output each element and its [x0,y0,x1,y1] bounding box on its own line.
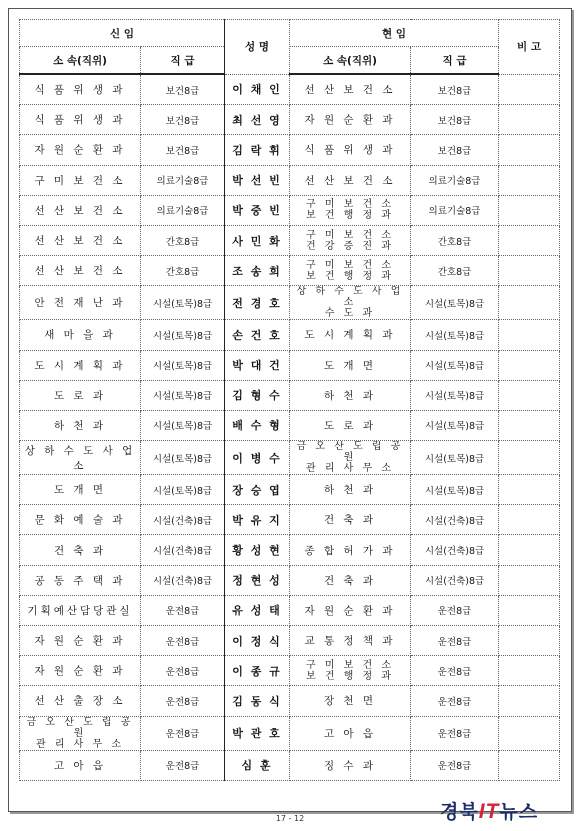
new-grade-cell: 시설(토목)8급 [141,475,225,505]
remarks-cell [499,750,560,780]
cur-dept-cell-line: 보 건 행 정 과 [306,670,395,682]
name-cell: 이 병 수 [225,441,290,475]
new-grade-cell: 시설(토목)8급 [141,320,225,350]
cur-dept-cell-line: 보 건 행 정 과 [306,270,395,282]
table-row [20,535,560,565]
cur-grade-cell: 시설(건축)8급 [411,505,499,535]
name-cell: 박 유 지 [225,505,290,535]
cur-grade-cell: 시설(토목)8급 [411,320,499,350]
header-cur-grade: 직 급 [411,47,499,75]
personnel-table [19,19,560,781]
header-cur-dept: 소 속(직위) [290,47,411,75]
news-logo [440,797,538,824]
remarks-cell [499,256,560,286]
new-dept-cell-line: 도 로 과 [53,389,107,402]
new-dept-cell [20,686,141,716]
new-dept-cell [20,565,141,595]
cur-dept-cell-line: 도 개 면 [323,359,377,372]
cur-dept-cell [290,350,411,380]
header-remarks: 비 고 [499,20,560,75]
cur-dept-cell [290,135,411,165]
header-name: 성 명 [225,20,290,75]
new-dept-cell [20,256,141,286]
cur-dept-cell-line: 수 도 과 [324,308,376,320]
new-dept-cell [20,74,141,105]
header-new-grade: 직 급 [141,47,225,75]
new-dept-cell-line: 문 화 예 술 과 [34,514,126,527]
header-new-dept: 소 속(직위) [20,47,141,75]
name-cell: 이 종 규 [225,656,290,686]
cur-dept-cell [290,380,411,410]
cur-grade-cell: 간호8급 [411,225,499,255]
cur-dept-cell [290,410,411,440]
cur-dept-cell [290,105,411,135]
new-grade-cell: 운전8급 [141,595,225,625]
new-grade-cell: 보건8급 [141,105,225,135]
new-dept-cell-line: 선 산 보 건 소 [34,265,126,278]
cur-dept-cell-line: 선 산 보 건 소 [304,84,396,97]
new-grade-cell: 시설(토목)8급 [141,350,225,380]
cur-dept-cell [290,441,411,475]
name-cell: 김 락 휘 [225,135,290,165]
cur-dept-cell [290,565,411,595]
cur-grade-cell: 시설(토목)8급 [411,410,499,440]
name-cell: 유 성 태 [225,595,290,625]
remarks-cell [499,286,560,320]
name-cell: 이 채 인 [225,74,290,105]
new-grade-cell: 운전8급 [141,750,225,780]
cur-dept-cell-line: 하 천 과 [323,484,377,497]
cur-grade-cell: 시설(토목)8급 [411,350,499,380]
new-dept-cell-line: 안 전 재 난 과 [34,297,126,310]
new-dept-cell [20,475,141,505]
new-dept-cell-line: 자 원 순 환 과 [34,144,126,157]
cur-dept-cell-line: 징 수 과 [323,759,377,772]
new-dept-cell [20,105,141,135]
cur-dept-cell [290,225,411,255]
cur-dept-cell-line: 관 리 사 무 소 [306,463,395,475]
table-row [20,595,560,625]
new-dept-cell [20,165,141,195]
new-grade-cell: 시설(건축)8급 [141,535,225,565]
new-grade-cell: 운전8급 [141,626,225,656]
cur-dept-cell [290,475,411,505]
new-dept-cell-line: 구 미 보 건 소 [34,174,126,187]
name-cell: 정 현 성 [225,565,290,595]
table-row [20,74,560,105]
new-grade-cell: 운전8급 [141,686,225,716]
cur-dept-cell-line: 보 건 행 정 과 [306,210,395,222]
new-dept-cell-line: 선 산 보 건 소 [34,204,126,217]
new-dept-cell [20,441,141,475]
remarks-cell [499,380,560,410]
table-row [20,225,560,255]
cur-grade-cell: 운전8급 [411,716,499,750]
name-cell: 사 민 화 [225,225,290,255]
cur-dept-cell [290,320,411,350]
cur-grade-cell: 보건8급 [411,105,499,135]
cur-dept-cell [290,256,411,286]
cur-grade-cell: 시설(건축)8급 [411,565,499,595]
new-dept-cell [20,535,141,565]
new-dept-cell-line: 도 개 면 [53,484,107,497]
cur-dept-cell-line: 도 시 계 획 과 [304,329,396,342]
cur-dept-cell [290,626,411,656]
cur-dept-cell [290,595,411,625]
new-grade-cell: 시설(토목)8급 [141,380,225,410]
remarks-cell [499,74,560,105]
name-cell: 최 선 영 [225,105,290,135]
logo-text-b: 뉴스 [499,802,539,823]
new-dept-cell-line: 상 하 수 도 사 업 소 [24,444,136,472]
remarks-cell [499,475,560,505]
table-row [20,286,560,320]
name-cell: 김 동 식 [225,686,290,716]
table-row [20,686,560,716]
remarks-cell [499,535,560,565]
cur-grade-cell: 시설(토목)8급 [411,441,499,475]
name-cell: 손 건 호 [225,320,290,350]
name-cell: 박 관 호 [225,716,290,750]
new-dept-cell-line: 관 리 사 무 소 [35,738,124,750]
cur-dept-cell [290,686,411,716]
name-cell: 황 성 현 [225,535,290,565]
cur-grade-cell: 시설(토목)8급 [411,475,499,505]
cur-dept-cell-line: 장 천 면 [323,695,377,708]
table-row [20,716,560,750]
new-dept-cell-line: 새 마 을 과 [44,329,116,342]
cur-dept-cell-line: 상 하 수 도 사 업 소 [296,286,404,309]
cur-dept-cell-line: 종 합 허 가 과 [304,544,396,557]
remarks-cell [499,686,560,716]
new-dept-cell [20,716,141,750]
new-dept-cell-line: 기획예산담당관실 [27,604,133,617]
name-cell: 김 형 수 [225,380,290,410]
cur-dept-cell-line: 도 로 과 [323,419,377,432]
new-grade-cell: 보건8급 [141,135,225,165]
table-row [20,320,560,350]
new-dept-cell [20,380,141,410]
remarks-cell [499,505,560,535]
new-dept-cell-line: 공 동 주 택 과 [34,574,126,587]
new-grade-cell: 간호8급 [141,256,225,286]
name-cell: 이 정 식 [225,626,290,656]
cur-dept-cell-line: 금 오 산 도 립 공 원 [296,441,404,464]
name-cell: 심 훈 [225,750,290,780]
name-cell: 박 선 빈 [225,165,290,195]
table-row [20,505,560,535]
remarks-cell [499,656,560,686]
cur-grade-cell: 운전8급 [411,595,499,625]
cur-grade-cell: 의료기술8급 [411,195,499,225]
remarks-cell [499,195,560,225]
cur-dept-cell [290,535,411,565]
cur-dept-cell-line: 선 산 보 건 소 [304,174,396,187]
cur-grade-cell: 보건8급 [411,74,499,105]
new-dept-cell-line: 자 원 순 환 과 [34,665,126,678]
table-row [20,105,560,135]
new-dept-cell-line: 식 품 위 생 과 [34,114,126,127]
new-dept-cell [20,626,141,656]
name-cell: 배 수 형 [225,410,290,440]
new-dept-cell-line: 식 품 위 생 과 [34,84,126,97]
remarks-cell [499,225,560,255]
name-cell: 조 송 희 [225,256,290,286]
new-dept-cell-line: 자 원 순 환 과 [34,635,126,648]
new-grade-cell: 시설(건축)8급 [141,565,225,595]
remarks-cell [499,595,560,625]
logo-text-a: 경북 [440,802,479,823]
name-cell: 장 승 엽 [225,475,290,505]
page-number: 17 - 12 [275,814,305,823]
cur-dept-cell-line: 고 아 읍 [323,727,377,740]
remarks-cell [499,410,560,440]
remarks-cell [499,320,560,350]
new-grade-cell: 시설(토목)8급 [141,410,225,440]
new-grade-cell: 간호8급 [141,225,225,255]
new-grade-cell: 운전8급 [141,716,225,750]
table-row [20,475,560,505]
cur-grade-cell: 운전8급 [411,686,499,716]
cur-grade-cell: 보건8급 [411,135,499,165]
new-grade-cell: 시설(건축)8급 [141,505,225,535]
cur-dept-cell-line: 자 원 순 환 과 [304,114,396,127]
cur-dept-cell-line: 건 축 과 [323,574,377,587]
new-dept-cell-line: 선 산 출 장 소 [34,695,126,708]
remarks-cell [499,716,560,750]
table-row [20,565,560,595]
cur-dept-cell [290,505,411,535]
table-body [20,74,560,780]
cur-dept-cell [290,74,411,105]
new-dept-cell-line: 건 축 과 [53,544,107,557]
cur-dept-cell-line: 구 미 보 건 소 [306,659,395,671]
new-grade-cell: 시설(토목)8급 [141,441,225,475]
table-row [20,256,560,286]
new-dept-cell [20,505,141,535]
table-row [20,441,560,475]
remarks-cell [499,626,560,656]
header-new-post: 신 임 [20,20,225,47]
cur-dept-cell-line: 구 미 보 건 소 [306,259,395,271]
new-grade-cell: 보건8급 [141,74,225,105]
remarks-cell [499,350,560,380]
name-cell: 박 대 건 [225,350,290,380]
cur-dept-cell [290,286,411,320]
remarks-cell [499,565,560,595]
name-cell: 전 경 호 [225,286,290,320]
logo-text-it: IT [478,800,500,823]
new-dept-cell-line: 하 천 과 [53,419,107,432]
new-dept-cell [20,350,141,380]
name-cell: 박 중 빈 [225,195,290,225]
new-grade-cell: 의료기술8급 [141,195,225,225]
table-row [20,350,560,380]
new-dept-cell-line: 금 오 산 도 립 공 원 [26,716,134,739]
remarks-cell [499,165,560,195]
cur-dept-cell-line: 자 원 순 환 과 [304,604,396,617]
document-page [8,8,572,812]
cur-dept-cell-line: 식 품 위 생 과 [304,144,396,157]
cur-dept-cell-line: 건 축 과 [323,514,377,527]
new-dept-cell [20,595,141,625]
cur-dept-cell [290,165,411,195]
cur-grade-cell: 의료기술8급 [411,165,499,195]
cur-dept-cell [290,716,411,750]
remarks-cell [499,105,560,135]
table-row [20,750,560,780]
table-row [20,656,560,686]
table-row [20,135,560,165]
remarks-cell [499,135,560,165]
cur-grade-cell: 시설(건축)8급 [411,535,499,565]
cur-dept-cell-line: 하 천 과 [323,389,377,402]
cur-grade-cell: 간호8급 [411,256,499,286]
cur-dept-cell-line: 구 미 보 건 소 [306,199,395,211]
new-grade-cell: 시설(토목)8급 [141,286,225,320]
table-row [20,195,560,225]
cur-dept-cell-line: 건 강 증 진 과 [306,240,395,252]
new-dept-cell [20,195,141,225]
cur-dept-cell-line: 구 미 보 건 소 [306,229,395,241]
cur-grade-cell: 운전8급 [411,656,499,686]
new-dept-cell [20,750,141,780]
new-dept-cell [20,410,141,440]
cur-dept-cell-line: 교 통 정 책 과 [304,635,396,648]
table-row [20,626,560,656]
cur-grade-cell: 운전8급 [411,626,499,656]
new-dept-cell-line: 고 아 읍 [53,759,107,772]
cur-dept-cell [290,750,411,780]
table-row [20,165,560,195]
cur-dept-cell [290,195,411,225]
cur-grade-cell: 시설(토목)8급 [411,380,499,410]
new-dept-cell-line: 선 산 보 건 소 [34,235,126,248]
table-row [20,410,560,440]
new-dept-cell-line: 도 시 계 획 과 [34,359,126,372]
remarks-cell [499,441,560,475]
new-dept-cell [20,286,141,320]
table-row [20,380,560,410]
cur-grade-cell: 운전8급 [411,750,499,780]
new-dept-cell [20,135,141,165]
new-dept-cell [20,225,141,255]
new-grade-cell: 운전8급 [141,656,225,686]
cur-grade-cell: 시설(토목)8급 [411,286,499,320]
new-dept-cell [20,656,141,686]
new-dept-cell [20,320,141,350]
cur-dept-cell [290,656,411,686]
header-current-post: 현 임 [290,20,499,47]
new-grade-cell: 의료기술8급 [141,165,225,195]
